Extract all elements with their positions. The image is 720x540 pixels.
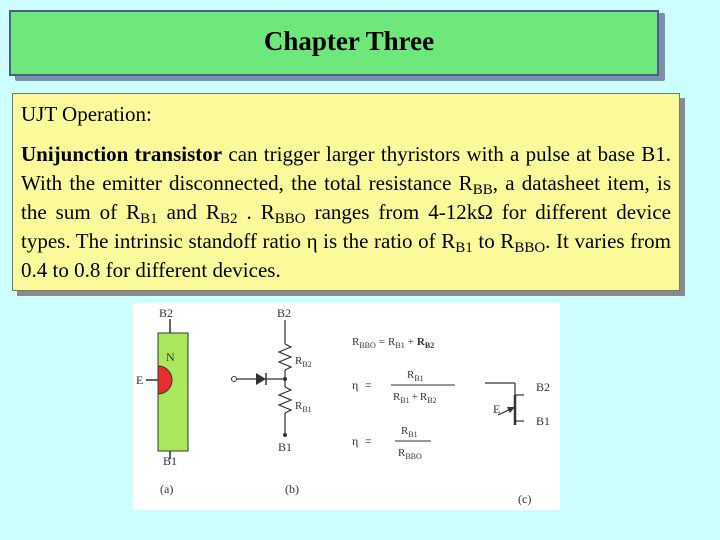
para-text-2: , a datasheet item, is the sum of R: [21, 171, 672, 224]
ujt-structure: [136, 306, 188, 496]
eq3-denominator: $R_{BBO}$: [398, 447, 422, 461]
sub-bbo: BBO: [274, 211, 306, 227]
structure-e-label: E: [136, 373, 144, 387]
bold-term: Unijunction transistor: [21, 142, 223, 166]
title-box: [9, 10, 659, 76]
para-text-7: . It varies from 0.4 to 0.8 for different devices.: [21, 229, 672, 282]
emitter-terminal: [232, 377, 237, 382]
rb2-label: $R_{B2}$: [295, 355, 312, 369]
eq2-denominator: $R_{B1} + R_{B2}$: [393, 391, 437, 405]
para-text-6: to R: [472, 229, 515, 253]
caption-c: (c): [518, 492, 532, 506]
circuit-b1-label: B1: [278, 440, 293, 454]
rb2-resistor: [279, 344, 291, 370]
ratio-equations: [352, 336, 455, 461]
para-text-1: can trigger larger thyristors with a pulse at base B1. With the emitter disconnected, the total resistance R: [21, 142, 671, 195]
text-box: [12, 93, 680, 291]
para-text-3: and R: [157, 200, 220, 224]
diode-triangle: [256, 373, 266, 385]
sub-b1-second: B1: [455, 240, 473, 256]
ujt-symbol: [485, 380, 550, 506]
ujt-figure: [133, 303, 560, 510]
slide-title: Chapter Three: [263, 26, 435, 56]
circuit-b2-label: B2: [277, 306, 292, 320]
eta-symbol-1: η: [352, 378, 359, 392]
sub-b2: B2: [220, 211, 238, 227]
section-heading: UJT Operation:: [21, 102, 152, 126]
equivalent-circuit: [232, 306, 312, 496]
symbol-b2-label: B2: [536, 380, 551, 394]
para-text-5: ranges from 4-12kΩ for different device types. The intrinsic standoff ratio η is the ratio of R: [21, 200, 672, 253]
para-text-4: . R: [237, 200, 275, 224]
symbol-b1-label: B1: [536, 414, 551, 428]
equals-2: =: [365, 434, 372, 448]
caption-a: (a): [160, 482, 174, 496]
sub-bbo-second: BBO: [514, 240, 546, 256]
structure-b1-label: B1: [163, 454, 178, 468]
n-region-label: N: [166, 350, 175, 364]
eq3-numerator: $R_{B1}$: [401, 425, 418, 439]
equation-rbbo: $R_{BBO} = R_{B1} + R_{B2}$: [352, 336, 435, 350]
body-paragraph: [21, 140, 671, 285]
sub-bb: BB: [472, 182, 493, 198]
sub-b1: B1: [140, 211, 158, 227]
rb1-label: $R_{B1}$: [295, 400, 312, 414]
b1-terminal-dot: [283, 433, 287, 437]
rb1-resistor: [279, 387, 291, 413]
symbol-e-label: E: [493, 402, 501, 416]
eta-symbol-2: η: [352, 434, 359, 448]
eq2-numerator: $R_{B1}$: [407, 369, 424, 383]
structure-b2-label: B2: [159, 306, 174, 320]
equals-1: =: [365, 378, 372, 392]
ujt-figure-svg: [133, 303, 560, 510]
caption-b: (b): [285, 482, 299, 496]
